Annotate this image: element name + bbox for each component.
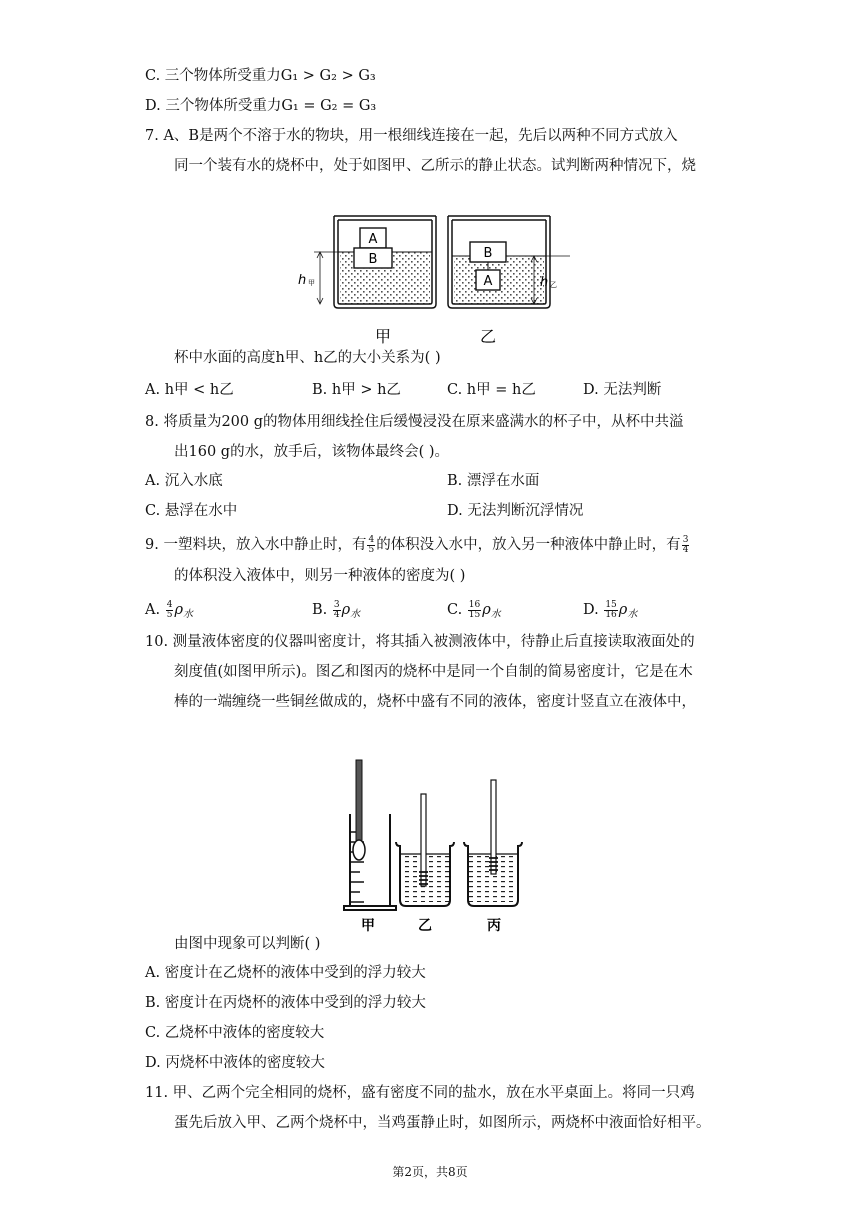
q10-option-b: B. 密度计在丙烧杯的液体中受到的浮力较大 bbox=[145, 995, 426, 1011]
q9-option-b bbox=[312, 598, 360, 627]
q9-option-d-num: 15 bbox=[605, 599, 617, 610]
q9-option-b-frac bbox=[333, 601, 341, 620]
q9-option-c-rho: ρ bbox=[482, 602, 491, 618]
q9-option-d-den: 16 bbox=[605, 609, 617, 620]
q6-option-d bbox=[145, 96, 376, 116]
h-jia-sub: 甲 bbox=[308, 279, 315, 287]
block-b-jia-label: B bbox=[368, 252, 378, 267]
q9-option-c-frac bbox=[468, 601, 481, 620]
q10-stem-line-3: 棒的一端缠绕一些铜丝做成的，烧杯中盛有不同的液体，密度计竖直立在液体中， bbox=[174, 694, 696, 710]
q8-option-c: C. 悬浮在水中 bbox=[145, 503, 238, 519]
q7-option-a: A. h甲 < h乙 bbox=[145, 382, 234, 398]
block-a-yi-label: A bbox=[483, 274, 493, 289]
fig10-label-bing: 丙 bbox=[487, 918, 501, 934]
q9-option-a-sub: 水 bbox=[182, 609, 193, 620]
q9-option-b-den: 4 bbox=[333, 609, 340, 620]
beaker-bing-densimeter bbox=[464, 780, 522, 934]
q6-option-c bbox=[145, 66, 376, 86]
q9-text-part-2: 的体积没入水中，放入另一种液体中静止时，有 bbox=[376, 537, 681, 553]
q9-stem-line-2: 的体积没入液体中，则另一种液体的密度为( ) bbox=[174, 568, 466, 584]
q9-option-d bbox=[583, 598, 637, 627]
q10-option-a: A. 密度计在乙烧杯的液体中受到的浮力较大 bbox=[145, 965, 426, 981]
beaker-yi-densimeter bbox=[396, 794, 454, 934]
q7-stem-line-3: 杯中水面的高度h甲、h乙的大小关系为( ) bbox=[174, 350, 441, 366]
q9-fraction-2 bbox=[682, 536, 690, 555]
q9-option-c bbox=[447, 598, 501, 627]
q9-option-c-sub: 水 bbox=[490, 609, 501, 620]
page-footer: 第2页，共8页 bbox=[392, 1165, 468, 1179]
graduated-cylinder bbox=[344, 760, 396, 934]
q10-stem-line-1: 10. 测量液体密度的仪器叫密度计，将其插入被测液体中，待静止后直接读取液面处的 bbox=[145, 634, 695, 650]
q11-stem-line-1: 11. 甲、乙两个完全相同的烧杯，盛有密度不同的盐水，放在水平桌面上。将同一只鸡 bbox=[145, 1085, 695, 1101]
q8-option-a: A. 沉入水底 bbox=[145, 473, 223, 489]
q9-option-b-num: 3 bbox=[333, 599, 340, 610]
q9-option-b-rho: ρ bbox=[341, 602, 351, 618]
block-a-jia-label: A bbox=[368, 232, 378, 247]
q9-option-a-den: 5 bbox=[166, 609, 173, 620]
q10-stem-line-4: 由图中现象可以判断( ) bbox=[174, 936, 321, 952]
q10-option-c: C. 乙烧杯中液体的密度较大 bbox=[145, 1025, 325, 1041]
fig10-label-jia: 甲 bbox=[361, 918, 375, 934]
fig7-label-yi: 乙 bbox=[479, 327, 497, 346]
beaker-jia bbox=[298, 216, 436, 346]
q9-option-b-label: B. bbox=[312, 602, 328, 618]
q6-option-c-text: C. 三个物体所受重力G₁ > G₂ > G₃ bbox=[145, 68, 376, 84]
q9-fraction-2-num: 3 bbox=[682, 534, 689, 545]
q7-stem-line-2: 同一个装有水的烧杯中，处于如图甲、乙所示的静止状态。试判断两种情况下，烧 bbox=[174, 158, 696, 174]
beaker-yi bbox=[448, 216, 570, 346]
q8-option-d: D. 无法判断沉浮情况 bbox=[447, 503, 584, 519]
q9-option-c-den: 15 bbox=[468, 609, 481, 620]
q6-option-d-text: D. 三个物体所受重力G₁ = G₂ = G₃ bbox=[145, 98, 377, 114]
q9-fraction-1 bbox=[367, 536, 375, 555]
q9-option-a-label: A. bbox=[145, 602, 161, 618]
q9-option-c-label: C. bbox=[447, 602, 463, 618]
h-yi-label: h bbox=[540, 275, 549, 290]
q9-option-d-sub: 水 bbox=[627, 609, 638, 620]
q9-option-a-num: 4 bbox=[166, 599, 173, 610]
q9-fraction-1-den: 5 bbox=[368, 544, 375, 555]
q9-stem-line-1 bbox=[145, 533, 690, 557]
block-b-yi-label: B bbox=[483, 246, 493, 261]
q10-figure bbox=[332, 754, 532, 934]
h-yi-sub: 乙 bbox=[550, 281, 557, 289]
q7-figure bbox=[290, 212, 580, 348]
h-jia-label: h bbox=[298, 273, 307, 288]
q11-stem-line-2: 蛋先后放入甲、乙两个烧杯中，当鸡蛋静止时，如图所示，两烧杯中液面恰好相平。 bbox=[174, 1115, 711, 1131]
q9-fraction-2-den: 4 bbox=[682, 544, 689, 555]
q9-option-a-frac bbox=[166, 601, 174, 620]
q9-text-part-1: 9. 一塑料块，放入水中静止时，有 bbox=[145, 537, 367, 553]
q9-fraction-1-num: 4 bbox=[368, 534, 375, 545]
q9-option-b-sub: 水 bbox=[350, 609, 361, 620]
q9-option-d-frac bbox=[604, 601, 617, 620]
fig7-label-jia: 甲 bbox=[374, 327, 392, 346]
q7-option-d: D. 无法判断 bbox=[583, 382, 662, 398]
q8-stem-line-2: 出160 g的水，放手后，该物体最终会( )。 bbox=[174, 444, 449, 460]
q9-option-c-num: 16 bbox=[468, 599, 481, 610]
q9-option-d-label: D. bbox=[583, 602, 599, 618]
fig10-label-yi: 乙 bbox=[418, 918, 432, 934]
q7-option-b: B. h甲 > h乙 bbox=[312, 382, 401, 398]
q9-option-a bbox=[145, 598, 193, 627]
q10-stem-line-2: 刻度值(如图甲所示)。图乙和图丙的烧杯中是同一个自制的简易密度计，它是在木 bbox=[174, 664, 693, 680]
q7-option-c: C. h甲 = h乙 bbox=[447, 382, 536, 398]
q8-stem-line-1: 8. 将质量为200 g的物体用细线拴住后缓慢浸没在原来盛满水的杯子中，从杯中共溢 bbox=[145, 414, 684, 430]
q9-option-a-rho: ρ bbox=[174, 602, 183, 618]
q7-stem-line-1: 7. A、B是两个不溶于水的物块，用一根细线连接在一起，先后以两种不同方式放入 bbox=[145, 128, 678, 144]
q8-option-b: B. 漂浮在水面 bbox=[447, 473, 540, 489]
q10-option-d: D. 丙烧杯中液体的密度较大 bbox=[145, 1055, 325, 1071]
q9-option-d-rho: ρ bbox=[618, 602, 628, 618]
